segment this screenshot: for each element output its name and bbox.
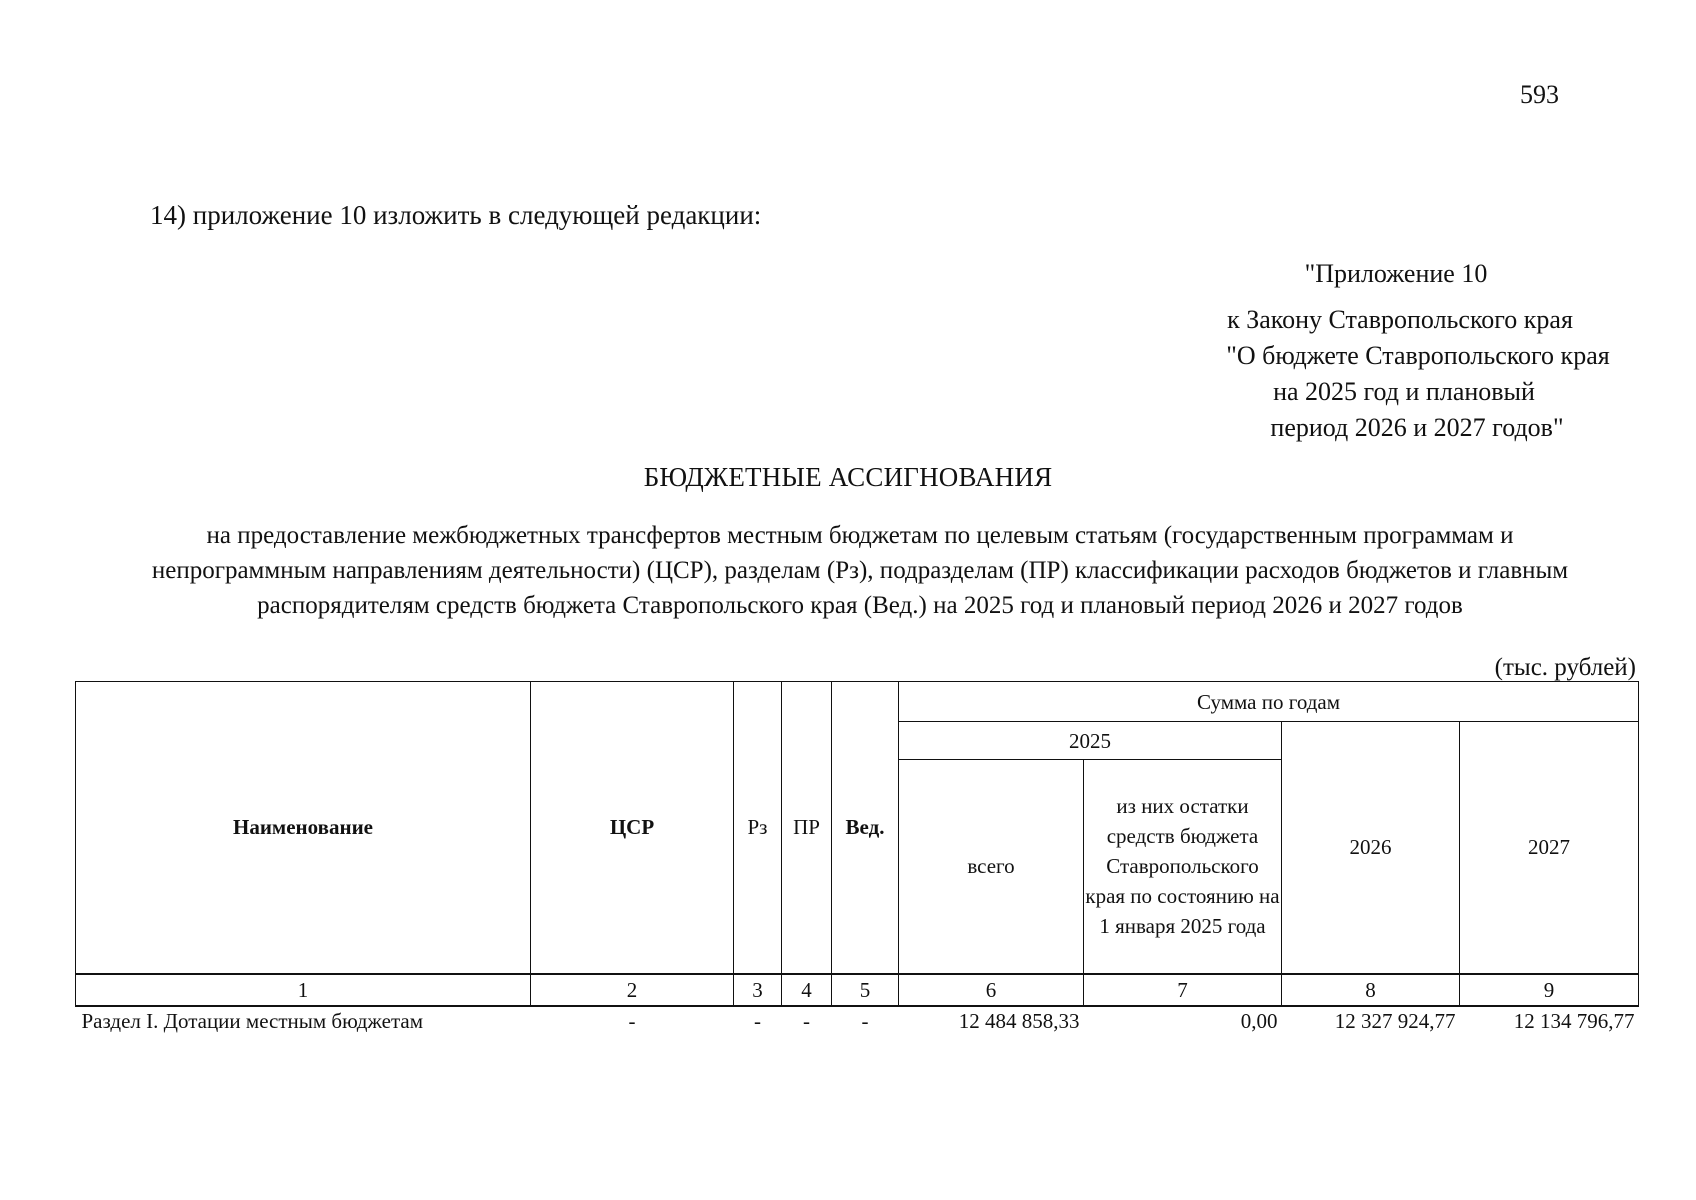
column-numbers-row	[76, 974, 1639, 1006]
appendix-line-5: период 2026 и 2027 годов"	[1270, 413, 1564, 442]
appendix-line-3: "О бюджете Ставропольского края	[1226, 341, 1610, 370]
intro-line: 14) приложение 10 изложить в следующей редакции:	[150, 200, 762, 230]
row-remainder-2025: 0,00	[1240, 1008, 1278, 1033]
header-sum-by-years: Сумма по годам	[899, 682, 1639, 722]
column-number: 2	[531, 974, 734, 1006]
column-number: 5	[832, 974, 899, 1006]
document-subtitle: на предоставление межбюджетных трансфертов местным бюджетам по целевым статьям (государственным программам и непрограммным направлениям деятельности) (ЦСР), разделам (Рз), подразделам (ПР) классификации расходов бюджетов и главным распорядителям средств бюджета Ставропольского края (Вед.) на 2025 год и плановый период 2026 и 2027 годов	[151, 522, 1569, 619]
header-year-2026: 2026	[1282, 722, 1460, 974]
header-ved: Вед.	[832, 682, 899, 974]
column-number: 7	[1084, 974, 1282, 1006]
page-number: 593	[1520, 80, 1559, 109]
header-year-2027: 2027	[1460, 722, 1639, 974]
header-remainder-text: из них остатки средств бюджета Ставропольского края по состоянию на 1 января 2025 года	[1085, 794, 1280, 939]
row-ved: -	[861, 1008, 869, 1033]
budget-table	[75, 681, 1639, 1035]
column-number: 9	[1460, 974, 1639, 1006]
header-pr: ПР	[782, 682, 832, 974]
header-name: Наименование	[76, 682, 531, 974]
appendix-line-4: на 2025 год и плановый	[1273, 377, 1535, 406]
row-total-2025: 12 484 858,33	[958, 1008, 1080, 1033]
document-title: БЮДЖЕТНЫЕ АССИГНОВАНИЯ	[643, 462, 1053, 492]
column-number: 3	[734, 974, 782, 1006]
row-sum-2026: 12 327 924,77	[1334, 1008, 1456, 1033]
column-number: 8	[1282, 974, 1460, 1006]
appendix-line-1: "Приложение 10	[1304, 259, 1488, 288]
header-total: всего	[899, 760, 1084, 974]
row-pr: -	[803, 1008, 810, 1033]
table-row	[76, 1006, 1639, 1035]
row-csr: -	[628, 1008, 636, 1033]
header-remainder	[1084, 760, 1282, 974]
column-number: 4	[782, 974, 832, 1006]
header-year-2025: 2025	[899, 722, 1282, 760]
unit-label: (тыс. рублей)	[1494, 654, 1636, 681]
appendix-line-2: к Закону Ставропольского края	[1227, 305, 1573, 334]
appendix-reference	[1180, 256, 1640, 446]
header-rz: Рз	[734, 682, 782, 974]
column-number: 6	[899, 974, 1084, 1006]
row-rz: -	[754, 1008, 761, 1033]
row-name: Раздел I. Дотации местным бюджетам	[81, 1008, 424, 1033]
header-csr: ЦСР	[531, 682, 734, 974]
column-number: 1	[76, 974, 531, 1006]
row-sum-2027: 12 134 796,77	[1513, 1008, 1635, 1033]
